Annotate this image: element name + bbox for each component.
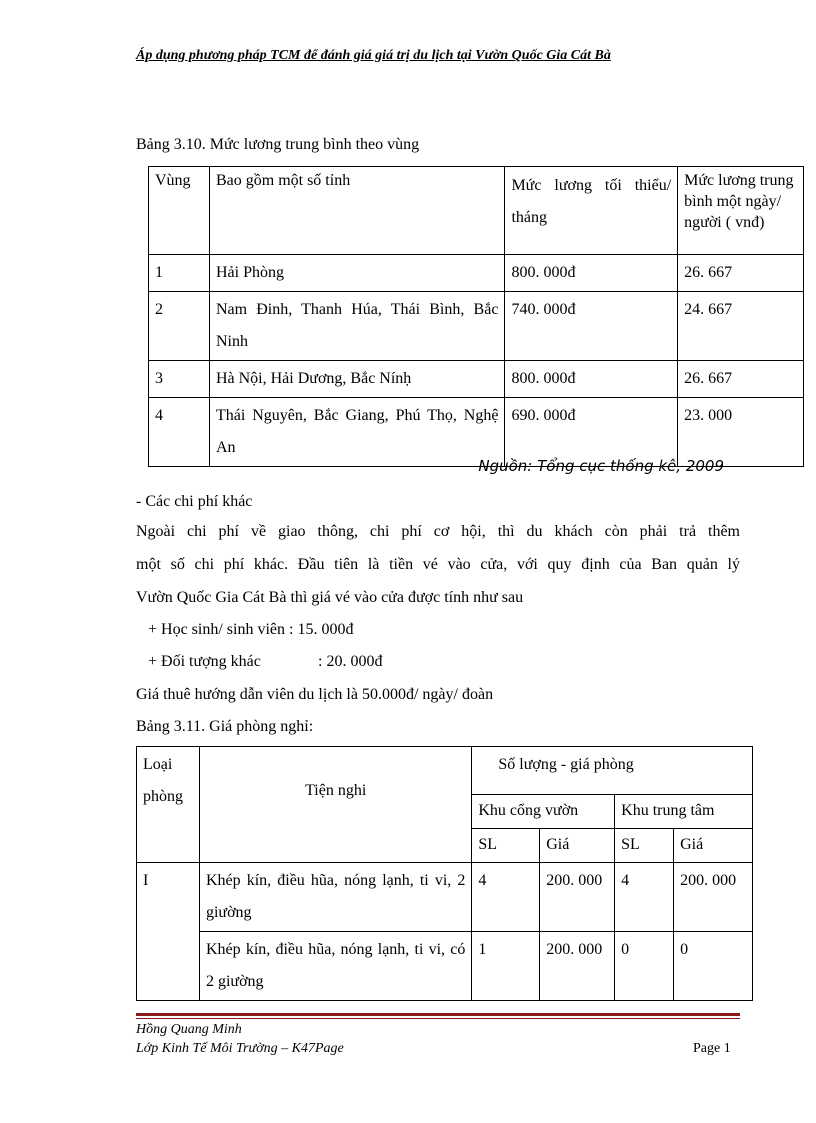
header-zone-gate: Khu cổng vườn — [472, 795, 615, 829]
header-zone-center: Khu trung tâm — [615, 795, 753, 829]
ticket-price-student: + Học sinh/ sinh viên : 15. 000đ — [148, 621, 354, 638]
cell-daily-wage: 26. 667 — [678, 361, 804, 398]
cell-daily-wage: 26. 667 — [678, 255, 804, 292]
paragraph-line: Ngoài chi phí về giao thông, chi phí cơ hội, thì du khách còn phải trả thêm — [136, 523, 740, 540]
table-header-row — [137, 747, 753, 795]
cell-amenities: Khép kín, điều hũa, nóng lạnh, ti vi, 2 giường — [199, 863, 471, 932]
cell-gate-sl: 4 — [472, 863, 540, 932]
footer-rule — [136, 1013, 740, 1016]
footer-page-number: Page 1 — [693, 1041, 731, 1056]
header-price: Giá — [674, 829, 753, 863]
cell-center-sl: 4 — [615, 863, 674, 932]
cell-gate-price: 200. 000 — [540, 863, 615, 932]
table1-source: Nguồn: Tổng cục thống kê, 2009 — [478, 457, 724, 475]
paragraph-line: một số chi phí khác. Đầu tiên là tiền vé vào cửa, với quy định của Ban quản lý — [136, 556, 740, 573]
cell-provinces: Hải Phòng — [209, 255, 504, 292]
footer-author: Hồng Quang Minh — [136, 1022, 242, 1037]
table-row — [137, 932, 753, 1001]
header-daily-wage: Mức lương trung bình một ngày/ người ( vnđ) — [678, 167, 804, 255]
header-price: Giá — [540, 829, 615, 863]
header-qty-price: Số lượng - giá phòng — [472, 747, 753, 795]
header-sl: SL — [472, 829, 540, 863]
page-header-title: Áp dụng phương pháp TCM để đánh giá giá trị du lịch tại Vườn Quốc Gia Cát Bà — [136, 48, 611, 63]
cell-room-type: I — [137, 863, 200, 1001]
wage-table — [148, 166, 804, 467]
cell-center-price: 200. 000 — [674, 863, 753, 932]
cell-min-wage: 740. 000đ — [505, 292, 678, 361]
cell-provinces: Hà Nội, Hải Dương, Bắc Nínḥ — [209, 361, 504, 398]
table-row — [149, 361, 804, 398]
table-header-row — [149, 167, 804, 255]
cell-center-sl: 0 — [615, 932, 674, 1001]
room-price-table — [136, 746, 753, 1001]
header-amenities: Tiện nghi — [199, 747, 471, 863]
footer-class: Lớp Kinh Tế Môi Trường – K47Page — [136, 1041, 344, 1056]
cell-gate-sl: 1 — [472, 932, 540, 1001]
cell-region: 1 — [149, 255, 210, 292]
cell-daily-wage: 23. 000 — [678, 398, 804, 467]
header-sl: SL — [615, 829, 674, 863]
cell-min-wage: 800. 000đ — [505, 361, 678, 398]
ticket-price-other-value: : 20. 000đ — [318, 653, 383, 670]
table-row — [149, 255, 804, 292]
table-row — [149, 292, 804, 361]
header-region: Vùng — [149, 167, 210, 255]
cell-provinces: Nam Đinh, Thanh Húa, Thái Bình, Bắc Ninh — [209, 292, 504, 361]
header-min-wage: Mức lương tối thiểu/ tháng — [505, 167, 678, 255]
cell-min-wage: 690. 000đ — [505, 398, 678, 467]
paragraph-line: Vườn Quốc Gia Cát Bà thì giá vé vào cửa được tính như sau — [136, 589, 524, 606]
section-title: - Các chi phí khác — [136, 493, 253, 510]
cell-center-price: 0 — [674, 932, 753, 1001]
cell-provinces: Thái Nguyên, Bắc Giang, Phú Thọ, Nghệ An — [209, 398, 504, 467]
table-row — [137, 863, 753, 932]
table1-caption: Bảng 3.10. Mức lương trung bình theo vùng — [136, 136, 420, 153]
cell-region: 4 — [149, 398, 210, 467]
header-room-type: Loại phòng — [137, 747, 200, 863]
table2-caption: Bảng 3.11. Giá phòng nghỉ: — [136, 718, 314, 735]
header-provinces: Bao gồm một số tỉnh — [209, 167, 504, 255]
cell-amenities: Khép kín, điều hũa, nóng lạnh, ti vi, có 2 giường — [199, 932, 471, 1001]
guide-price: Giá thuê hướng dẫn viên du lịch là 50.000đ/ ngày/ đoàn — [136, 686, 494, 703]
cell-min-wage: 800. 000đ — [505, 255, 678, 292]
footer-rule-thin — [136, 1018, 740, 1019]
cell-region: 2 — [149, 292, 210, 361]
cell-region: 3 — [149, 361, 210, 398]
cell-daily-wage: 24. 667 — [678, 292, 804, 361]
cell-gate-price: 200. 000 — [540, 932, 615, 1001]
ticket-price-other-label: + Đối tượng khác — [148, 653, 261, 670]
